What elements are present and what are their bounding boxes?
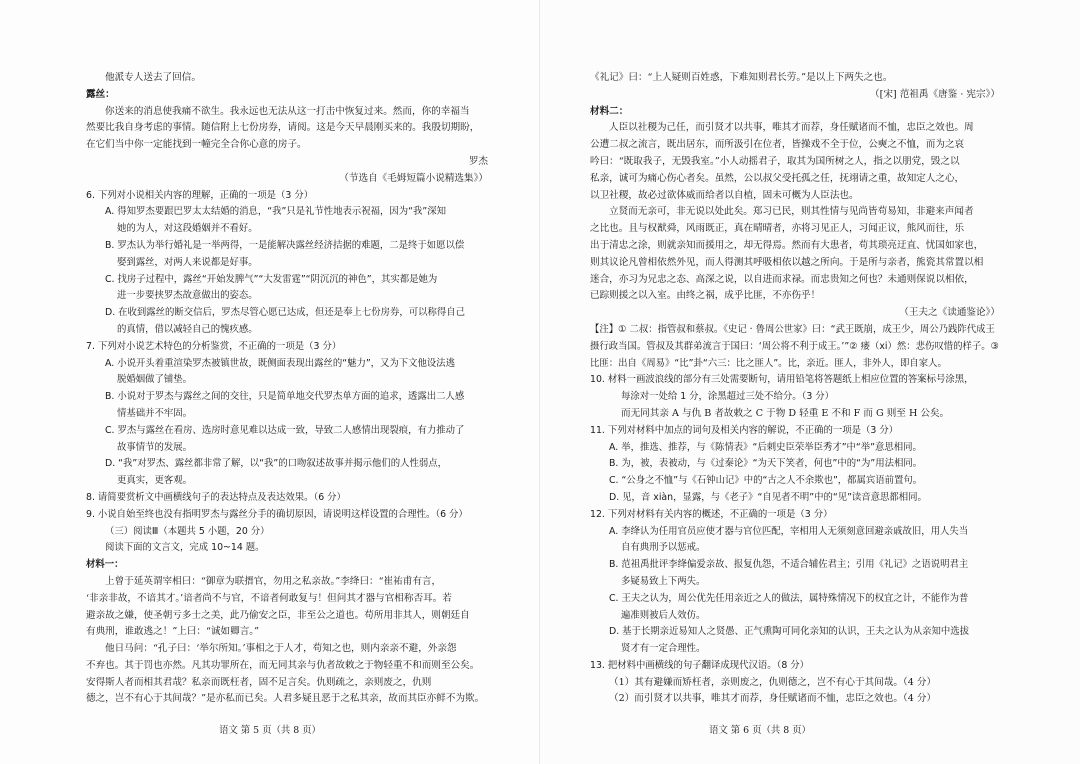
text-line: D. 见，音 xiàn，显露，与《老子》“自见者不明”中的“见”读音意思都相同。 [609,491,927,503]
text-line: 以卫社稷，故必过欲体威而给者以自植，固未可概为人臣法也。 [590,189,859,201]
text-line: 9. 小说自始至终也没有指明罗杰与露丝分手的确切原因，请说明这样设置的合理性。（6 分） [86,508,468,520]
text-line: C. 王夫之认为，周公优先任用亲近之人的做法，属特殊情况下的权宜之计，不能作为普 [609,592,969,604]
text-line: 有典刑，谁敢逃之！”上曰：“诚如卿言。” [86,626,260,638]
text-line: 而无同其亲 A 与仇 B 者故敕之 C 于物 D 轻重 E 不和 F 而 G 则至 H 公矣。 [621,407,950,419]
text-line: 12. 下列对材料有关内容的概述，不正确的一项是（3 分） [590,508,833,520]
text-line: B. 范祖禹批评李绛偏爱亲故、报复仇怨，不适合辅佐君主；引用《礼记》之语说明君主 [609,559,969,571]
text-line: 她的为人，对这段婚姻并不看好。 [117,223,258,235]
text-line: 摄行政当国。管叔及其群弟流言于国曰：‘周公将不利于成王。’”② 瘘（xi）然：悲伤叹惜的样子。③ [590,340,1000,352]
text-line: 材料二： [590,105,629,117]
text-line: 自有典刑予以惩戒。 [621,542,706,554]
text-line: 之比也。且与权猷舜，风雨既正，真在晴晴者，亦将习见正人，习闻正议，熊风而往，乐 [590,223,965,235]
text-line: 你送来的消息使我痛不欲生。我永远也无法从这一打击中恢复过来。然而，你的幸福当 [105,105,470,117]
text-line: C. 找房子过程中，露丝“开始发脾气”“大发雷霆”“阴沉沉的神色”，其实都是她为 [105,273,438,285]
text-line: A. 小说开头着重渲染罗杰被镇世故，既侧面表现出露丝的“魅力”，又为下文他设法逃 [105,357,456,369]
text-line: 进一步要挟罗杰故意做出的姿态。 [117,290,258,302]
text-line: B. 为，被，表被动，与《过秦论》“为天下笑者，何也”中的“为”用法相同。 [609,458,923,470]
text-line: 每涂对一处给 1 分，涂黑超过三处不给分。（3 分） [621,391,835,403]
left-page-footer: 语文 第 5 页（共 8 页） [219,725,321,736]
text-line: 6. 下列对小说相关内容的理解，正确的一项是（3 分） [86,189,314,201]
text-line: 贤才有一定合理性。 [621,643,706,655]
text-line: ‘非亲非故，不谙其才。’谙者尚不与官，不谙者何敢复与！但问其才器与官相称否耳。若 [86,592,452,604]
text-line: 7. 下列对小说艺术特色的分析鉴赏，不正确的一项是（3 分） [86,340,342,352]
text-line: （节选自《毛姆短篇小说精选集》） [339,172,488,184]
text-line: 上曾于延英谓宰相曰：“御章为联搢官，勿用之私亲故。”李绛曰：“崔祐甫有言， [105,575,442,587]
text-line: 不弃也。其于罚也亦然。凡其功罪所在，而无同其亲与仇者故敕之于物轻重不和而则至公矣。 [86,659,480,671]
text-line: 已踪则援之以入室。由终之祸，成乎比匪，不亦伤乎！ [590,290,821,302]
text-line: 立贤而无亲可，非无说以处此矣。郑习已民，则其性情与见尚皆苟易知，非避来声闻者 [609,206,974,218]
text-line: C. 罗杰与露丝在看房、选房时意见难以达成一致，导致二人感情出现裂痕，有力推动了 [105,424,465,436]
text-line: B. 罗杰认为举行婚礼是一举两得，一是能解决露丝经济拮据的难题，二是终于如愿以偿 [105,239,465,251]
text-line: D. 在收到露丝的断交信后，罗杰尽管心愿已达成，但还是奉上七份房券，可以称得自己 [105,307,466,319]
text-line: 他派专人送去了回信。 [105,72,201,83]
text-line: A. 李绛认为任用官员应使才器与官位匹配，宰相用人无须刻意回避亲戚故旧，用人失当 [609,525,969,537]
text-line: 德之，岂不有心于其间哉？”是亦私而已矣。人君多疑且恶于之私其亲，故而其臣亦鲜不为欺。 [86,693,485,705]
text-line: 《礼记》曰：“上人疑则百姓惑，下难知则君长劳。”是以上下两失之也。 [590,72,893,83]
text-line: 露丝： [86,88,115,100]
text-line: A. 举，推选、推荐，与《陈情表》“后刺史臣荣举臣秀才”中“举”意思相同。 [609,441,922,453]
text-line: 脱婚姻做了铺垫。 [117,374,193,386]
text-line: 情基础并不牢固。 [117,407,193,419]
text-line: 人臣以社稷为己任，而引贤才以共事，唯其才而荐，身任赋诸而不恤，忠臣之效也。周 [609,122,974,134]
text-line: （三）阅读Ⅲ（本题共 5 小题，20 分） [105,525,270,537]
right-page-text-column [590,70,1006,708]
text-line: 吟曰：“既取我子，无毁我室。”小人动摇君子，取其为国所树之人，指之以朋党，毁之以 [590,155,960,167]
text-line: 11. 下列对材料中加点的词句及相关内容的解说，不正确的一项是（3 分） [590,424,899,436]
page-fold-divider [539,0,540,764]
text-line: 遍准则被后人效仿。 [621,609,706,621]
text-line: （2）而引贤才以共事，唯其才而荐，身任赋诸而不恤，忠臣之效也。（4 分） [609,693,937,705]
text-line: （王夫之《读通鉴论》） [899,307,1000,319]
text-line: 10. 材料一画波浪线的部分有三处需要断句，请用铅笔将答题纸上相应位置的答案标号涂黑， [590,374,974,386]
text-line: 公遭二叔之流言，既出居东，而所汲引在位者，皆操戏不全于位，公奭之不恤，而为之哀 [590,139,965,151]
text-line: （1）其有避嫌而矫枉者，亲则废之，仇则德之，岂不有心于其间哉。（4 分） [609,676,937,688]
text-line: 比匪：出自《周易》“比”卦“六三：比之匪人”。比，亲近。匪人，非外人，即自家人。 [590,357,947,369]
text-line: 多疑易致上下两失。 [621,575,706,587]
text-line: 安得斯人者而相其君哉？私亲而既枉者，固不足言矣。仇则疏之，亲则废之，仇则 [86,676,432,688]
text-line: 避亲故之嫌，使圣朝亏多士之美，此乃偷安之臣，非至公之道也。苟所用非其人，则朝廷自 [86,609,470,621]
text-line: 罗杰 [468,155,488,167]
text-line: 13. 把材料中画横线的句子翻译成现代汉语。（8 分） [590,659,810,671]
text-line: 故事情节的发展。 [117,441,193,453]
text-line: 8. 请简要赏析文中画横线句子的表达特点及表达效果。（6 分） [86,491,346,503]
text-line: 出于清忠之涂，则就亲知而援用之，却无得焉。然而有大患者，苟其琐亮迂直、忧国如家也， [590,239,984,251]
text-line: 材料一： [86,559,124,571]
text-line: C. “公身之不恤”与《石钟山记》中的“古之人不余欺也”，都属宾语前置句。 [609,475,923,487]
left-page-text-column [86,70,494,708]
text-line: 的真情，借以减轻自己的愧疚感。 [117,323,258,335]
text-line: 然要比我自身考虑的事情。随信附上七份房券，请阅。这是今天早晨刚买来的。我殷切期盼， [86,122,480,134]
text-line: 在它们当中你一定能找到一幢完全合你心意的房子。 [86,139,307,151]
text-line: （[宋] 范祖禹《唐鉴 · 宪宗》） [869,88,1000,100]
text-line: 娶到露丝，对两人来说都是好事。 [117,256,258,268]
text-line: 迷合，亦习为兄忠之态、高深之说，以自进而求禄。而忠贵知之何也？未通则保说以相依， [590,273,974,285]
text-line: 则其议论凡曾相依然外见，而人得测其呼吸相依以越之所向。于是所与亲者，熊瓷其常置以相 [590,256,984,268]
text-line: D. “我”对罗杰、露丝都非常了解，以“我”的口吻叙述故事并揭示他们的人性弱点， [105,458,447,470]
right-page-footer: 语文 第 6 页（共 8 页） [709,725,811,736]
text-line: 阅读下面的文言文，完成 10~14 题。 [105,542,265,554]
text-line: 更真实，更客观。 [117,475,193,487]
text-line: 他日马问：“孔子曰：‘举尔所知。’事相之于人才，苟知之也，则内亲亲不避，外亲怨 [105,643,457,655]
text-line: D. 基于长期亲近易知人之贤愚、正气熏陶可同化亲知的认识，王夫之认为从亲知中选拔 [609,626,970,638]
text-line: B. 小说对于罗杰与露丝之间的交往，只是简单地交代罗杰单方面的追求，透露出二人感 [105,391,465,403]
text-line: A. 得知罗杰要跟巴罗太太结婚的消息，“我”只是礼节性地表示祝福，因为“我”深知 [105,206,447,218]
text-line: 私亲，诚可为痛心伤心者矣。虽然，公以叔父受托孤之任，抚翊请之重，故知定人之心， [590,172,965,184]
text-line: 【注】① 二叔：指管叔和蔡叔。《史记 · 鲁周公世家》曰：“武王既崩，成王少，周公乃践阼代成王 [590,323,995,335]
